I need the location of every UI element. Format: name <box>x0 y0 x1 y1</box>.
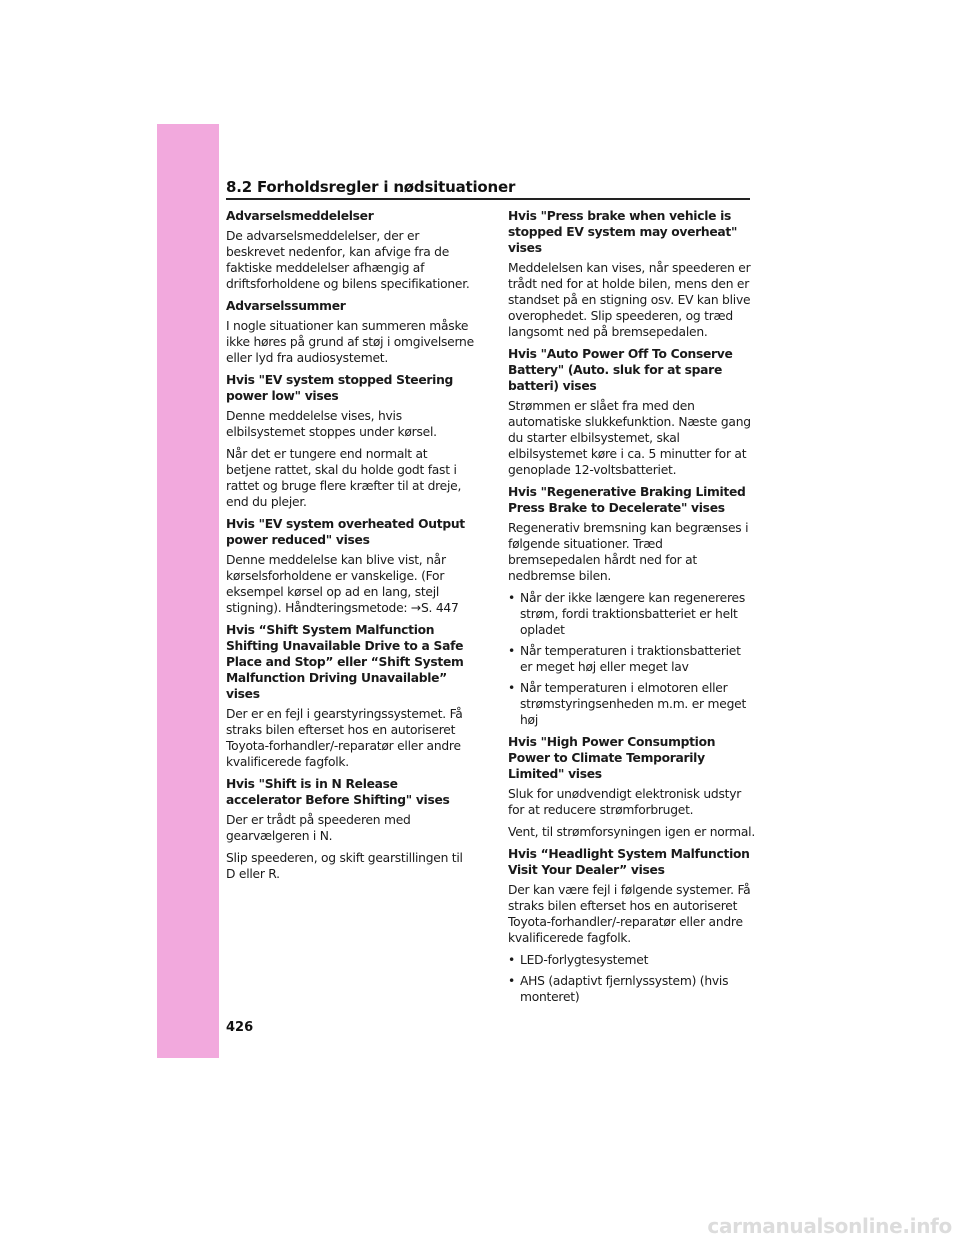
paragraph: I nogle situationer kan summeren måske ikke høres på grund af støj i omgivelserne eller lyd fra audiosystemet. <box>226 319 474 365</box>
list-item: • Når temperaturen i elmotoren eller strømstyringsenheden m.m. er meget høj <box>508 680 756 728</box>
section-heading: Hvis "Regenerative Braking Limited Press Brake to Decelerate" vises <box>508 485 746 515</box>
paragraph: Der er trådt på speederen med gearvælgeren i N. <box>226 813 411 843</box>
section-heading: Hvis "High Power Consumption Power to Climate Temporarily Limited" vises <box>508 735 716 781</box>
paragraph: Denne meddelelse vises, hvis elbilsystemet stoppes under kørsel. <box>226 409 437 439</box>
paragraph: Der er en fejl i gearstyringssystemet. Få straks bilen efterset hos en autoriseret Toyota-forhandler/-reparatør eller andre kvalificerede fagfolk. <box>226 707 463 769</box>
paragraph: Regenerativ bremsning kan begrænses i følgende situationer. Træd bremsepedalen hårdt ned for at nedbremse bilen. <box>508 521 749 583</box>
section-heading: Hvis "EV system stopped Steering power low" vises <box>226 373 454 403</box>
section-heading: Hvis "Press brake when vehicle is stopped EV system may overheat" vises <box>508 209 738 255</box>
bullet-list <box>508 952 756 1005</box>
right-column <box>508 208 756 1011</box>
paragraph: Denne meddelelse kan blive vist, når kørselsforholdene er vanskelige. (For eksempel kørsel op ad en lang, stejl stigning). Håndteringsmetode: →S. 447 <box>226 553 459 615</box>
section-heading: Hvis “Headlight System Malfunction Visit Your Dealer” vises <box>508 847 750 877</box>
section-heading: Hvis "Shift is in N Release accelerator Before Shifting" vises <box>226 777 450 807</box>
paragraph: Der kan være fejl i følgende systemer. Få straks bilen efterset hos en autoriseret Toyota-forhandler/-reparatør eller andre kvalificerede fagfolk. <box>508 883 751 945</box>
paragraph: Sluk for unødvendigt elektronisk udstyr for at reducere strømforbruget. <box>508 787 742 817</box>
section-heading: Hvis "EV system overheated Output power reduced" vises <box>226 517 465 547</box>
list-item: • AHS (adaptivt fjernlyssystem) (hvis monteret) <box>508 973 756 1005</box>
paragraph: Når det er tungere end normalt at betjene rattet, skal du holde godt fast i rattet og bruge flere kræfter til at dreje, end du plejer. <box>226 447 462 509</box>
paragraph: Meddelelsen kan vises, når speederen er trådt ned for at holde bilen, mens den er standset på en stigning osv. EV kan blive overophedet. Slip speederen, og træd langsomt ned på bremsepedalen. <box>508 261 751 339</box>
watermark: carmanualsonline.info <box>707 1214 952 1238</box>
paragraph: Slip speederen, og skift gearstillingen til D eller R. <box>226 851 463 881</box>
section-heading: Advarselssummer <box>226 299 346 313</box>
paragraph: De advarselsmeddelelser, der er beskrevet nedenfor, kan afvige fra de faktiske meddelelser afhængig af driftsforholdene og bilens specifikationer. <box>226 229 470 291</box>
paragraph: Strømmen er slået fra med den automatiske slukkefunktion. Næste gang du starter elbilsystemet, skal elbilsystemet køre i ca. 5 minutter for at genoplade 12-voltsbatteriet. <box>508 399 751 477</box>
section-heading: Advarselsmeddelelser <box>226 209 374 223</box>
section-heading: Hvis "Auto Power Off To Conserve Battery" (Auto. sluk for at spare batteri) vises <box>508 347 733 393</box>
left-column <box>226 208 474 888</box>
bullet-list <box>508 590 756 728</box>
list-item: • Når temperaturen i traktionsbatteriet er meget høj eller meget lav <box>508 643 756 675</box>
header-rule <box>226 198 750 200</box>
section-heading: Hvis “Shift System Malfunction Shifting Unavailable Drive to a Safe Place and Stop” eller “Shift System Malfunction Driving Unavailable” vises <box>226 623 464 701</box>
chapter-tab-band <box>157 124 219 1058</box>
page-number: 426 <box>226 1020 254 1035</box>
paragraph: Vent, til strømforsyningen igen er normal. <box>508 825 755 839</box>
list-item: • LED-forlygtesystemet <box>508 952 756 968</box>
section-header: 8.2 Forholdsregler i nødsituationer <box>226 178 516 196</box>
list-item: • Når der ikke længere kan regenereres strøm, fordi traktionsbatteriet er helt opladet <box>508 590 756 638</box>
